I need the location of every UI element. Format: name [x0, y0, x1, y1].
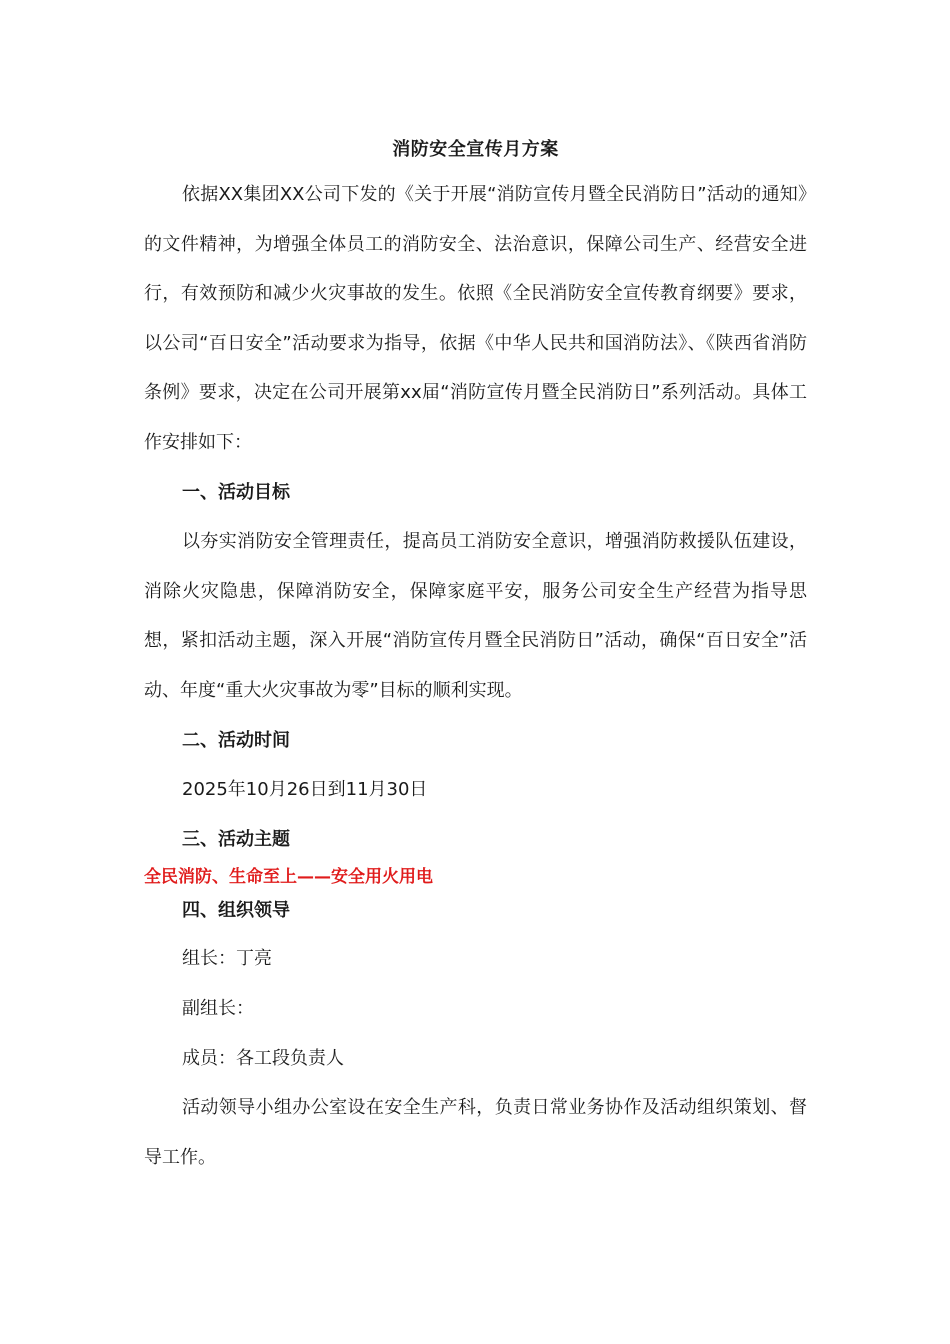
activity-theme-text: 全民消防、生命至上——安全用火用电 — [144, 867, 433, 888]
leader-line: 组长：丁亮 — [182, 948, 272, 970]
document-title: 消防安全宣传月方案 — [392, 139, 559, 160]
section-heading-time: 二、活动时间 — [182, 729, 290, 751]
document-body — [144, 130, 807, 1182]
section-heading-theme: 三、活动主题 — [182, 828, 290, 850]
section-heading-leadership: 四、组织领导 — [182, 900, 290, 922]
deputy-leader-line: 副组长： — [182, 997, 254, 1019]
objectives-paragraph: 以夯实消防安全管理责任，提高员工消防安全意识，增强消防救援队伍建设，消除火灾隐患，保障消防安全，保障家庭平安，服务公司安全生产经营为指导思想，紧扣活动主题，深入开展“消防宣传月暨全民消防日”活动，确保“百日安全”活动、年度“重大火灾事故为零”目标的顺利实现。 — [144, 531, 807, 701]
activity-time-text: 2025年10月26日到11月30日 — [182, 779, 428, 801]
section-heading-objectives: 一、活动目标 — [182, 481, 290, 503]
office-paragraph: 活动领导小组办公室设在安全生产科，负责日常业务协作及活动组织策划、督导工作。 — [144, 1097, 807, 1168]
intro-paragraph: 依据XX集团XX公司下发的《关于开展“消防宣传月暨全民消防日”活动的通知》的文件精神，为增强全体员工的消防安全、法治意识，保障公司生产、经营安全进行，有效预防和减少火灾事故的发生。依照《全民消防安全宣传教育纲要》要求，以公司“百日安全”活动要求为指导，依据《中华人民共和国消防法》、《陕西省消防条例》要求，决定在公司开展第xx届“消防宣传月暨全民消防日”系列活动。具体工作安排如下： — [144, 184, 807, 453]
members-line: 成员：各工段负责人 — [182, 1047, 344, 1069]
